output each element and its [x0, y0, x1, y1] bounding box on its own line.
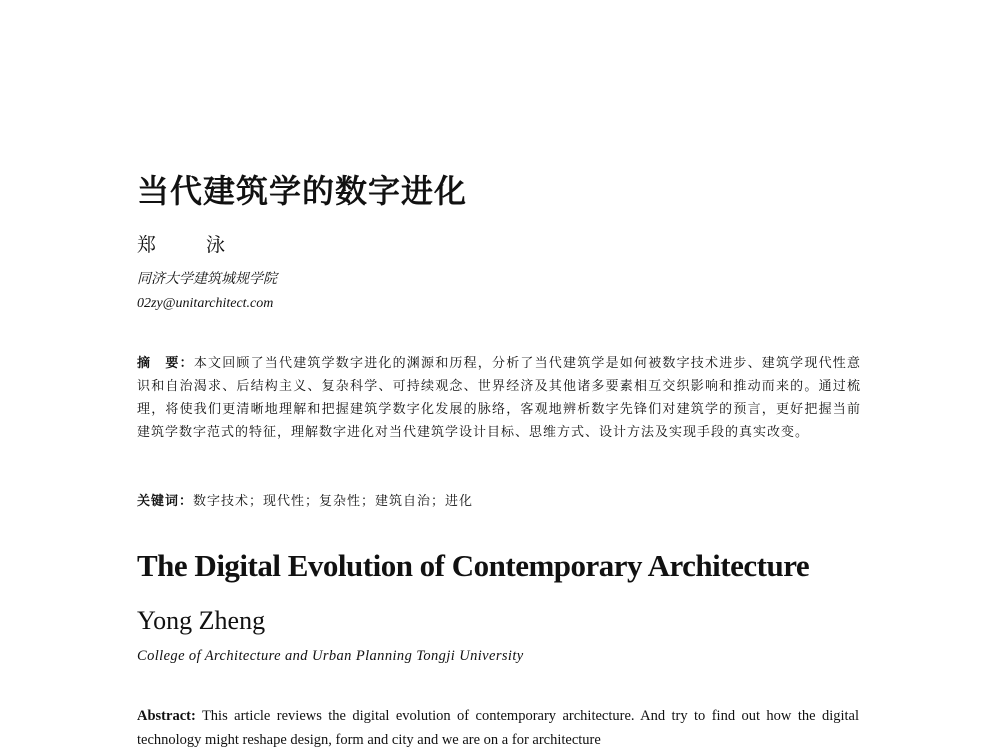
english-title: The Digital Evolution of Contemporary Architecture [137, 548, 810, 583]
chinese-abstract-label: 摘 要： [137, 356, 194, 371]
chinese-keywords-label: 关键词： [137, 494, 194, 509]
chinese-keywords-text: 数字技术；现代性；复杂性；建筑自治；进化 [193, 494, 474, 509]
chinese-author: 郑 泳 [137, 234, 248, 256]
english-abstract-text: This article reviews the digital evolution of contemporary architecture. And try to find out how the digital technology might reshape design, form and city and we are on a for architecture [137, 708, 859, 748]
chinese-abstract [137, 352, 861, 444]
author-email: 02zy@unitarchitect.com [137, 296, 274, 311]
chinese-title: 当代建筑学的数字进化 [137, 172, 468, 210]
english-affiliation: College of Architecture and Urban Planning Tongji University [137, 648, 524, 664]
english-abstract [137, 704, 859, 752]
chinese-abstract-text: 本文回顾了当代建筑学数字进化的渊源和历程，分析了当代建筑学是如何被数字技术进步、建筑学现代性意识和自治渴求、后结构主义、复杂科学、可持续观念、世界经济及其他诸多要素相互交织影响和推动而来的。通过梳理，将使我们更清晰地理解和把握建筑学数字化发展的脉络，客观地辨析数字先锋们对建筑学的预言，更好把握当前建筑学数字范式的特征，理解数字进化对当代建筑学设计目标、思维方式、设计方法及实现手段的真实改变。 [137, 356, 861, 440]
chinese-keywords [137, 490, 861, 513]
english-abstract-label: Abstract: [137, 708, 196, 724]
chinese-affiliation: 同济大学建筑城规学院 [137, 271, 277, 287]
english-author: Yong Zheng [137, 606, 266, 635]
